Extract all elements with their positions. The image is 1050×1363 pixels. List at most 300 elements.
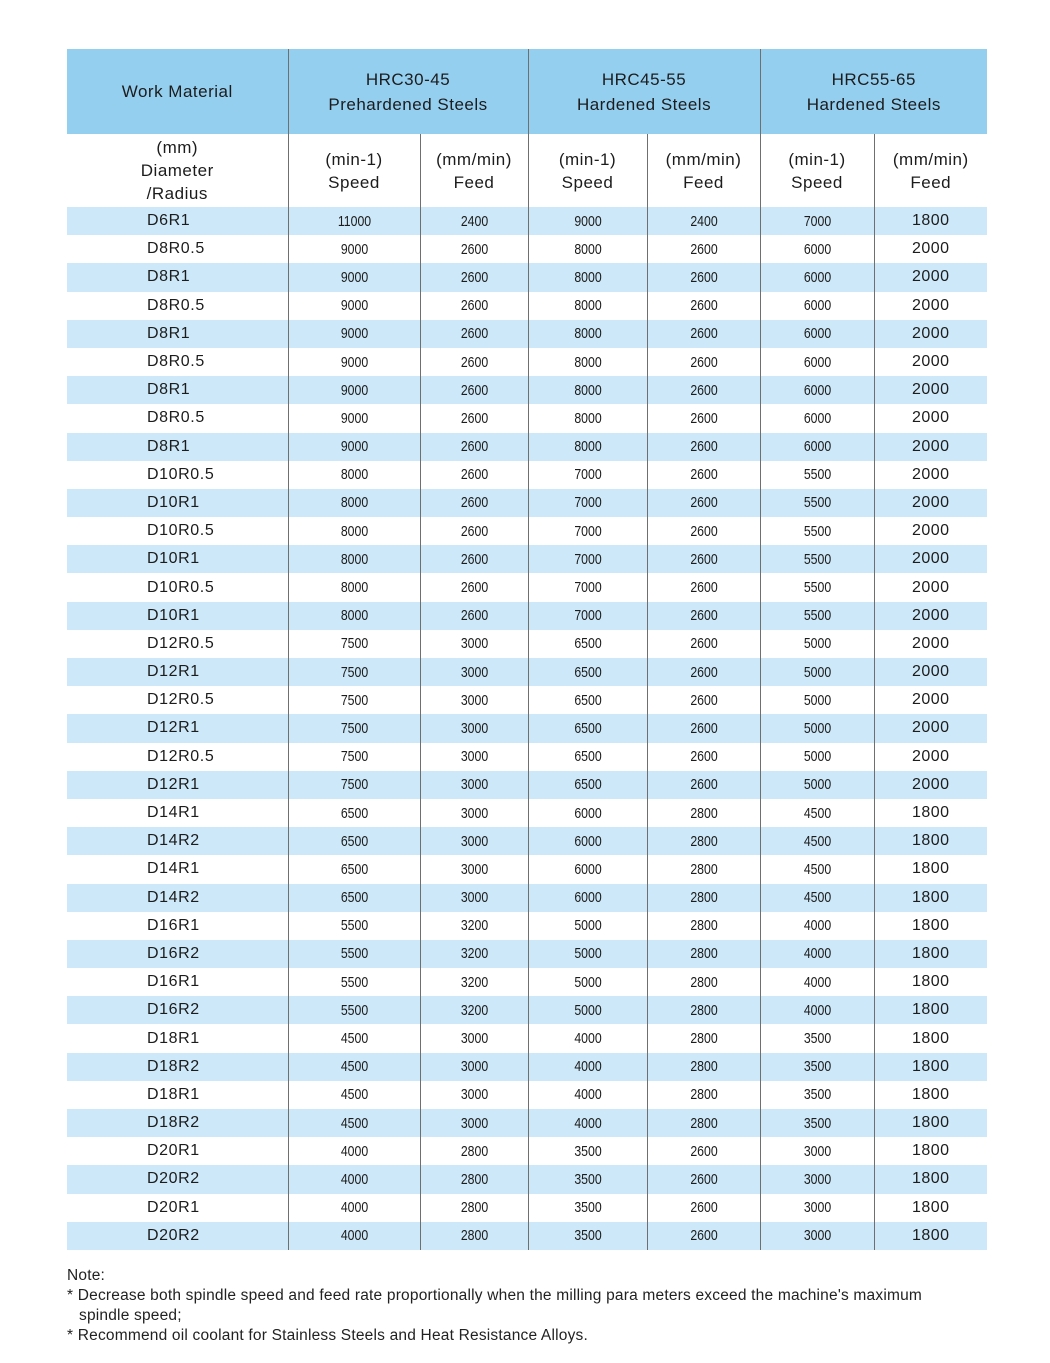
speed-cell: 6500 (288, 884, 420, 912)
speed-cell: 4500 (760, 827, 874, 855)
feed-cell: 2000 (874, 376, 987, 404)
speed-cell: 8000 (528, 320, 647, 348)
feed-header: (mm/min) Feed (420, 134, 528, 207)
speed-cell: 6500 (528, 771, 647, 799)
speed-cell: 5000 (760, 714, 874, 742)
speed-cell: 4000 (528, 1081, 647, 1109)
feed-cell: 3000 (420, 686, 528, 714)
diameter-cell: D10R1 (67, 545, 288, 573)
feed-cell: 2600 (420, 573, 528, 601)
speed-cell: 7500 (288, 743, 420, 771)
speed-cell: 5000 (528, 912, 647, 940)
feed-cell: 2000 (874, 489, 987, 517)
feed-cell: 3000 (420, 1081, 528, 1109)
speed-cell: 7000 (528, 545, 647, 573)
feed-cell: 2600 (647, 545, 760, 573)
speed-cell: 4500 (760, 884, 874, 912)
table-row (67, 461, 987, 489)
speed-cell: 6500 (528, 658, 647, 686)
table-row (67, 1165, 987, 1193)
feed-cell: 3200 (420, 968, 528, 996)
feed-cell: 2600 (647, 630, 760, 658)
table-row (67, 573, 987, 601)
feed-cell: 2800 (647, 799, 760, 827)
speed-cell: 8000 (528, 376, 647, 404)
diameter-cell: D10R0.5 (67, 461, 288, 489)
feed-cell: 2800 (647, 1081, 760, 1109)
feed-cell: 2600 (647, 602, 760, 630)
diameter-cell: D6R1 (67, 207, 288, 235)
speed-cell: 3000 (760, 1165, 874, 1193)
table-row (67, 1053, 987, 1081)
feed-cell: 2600 (420, 235, 528, 263)
feed-cell: 2600 (647, 263, 760, 291)
parameters-grid (67, 49, 987, 1250)
feed-cell: 1800 (874, 940, 987, 968)
feed-cell: 3000 (420, 827, 528, 855)
feed-cell: 2600 (420, 517, 528, 545)
table-row (67, 771, 987, 799)
speed-cell: 6000 (528, 855, 647, 883)
diameter-cell: D10R1 (67, 489, 288, 517)
speed-cell: 6000 (760, 263, 874, 291)
diameter-cell: D12R1 (67, 771, 288, 799)
diameter-cell: D14R1 (67, 855, 288, 883)
speed-cell: 8000 (528, 348, 647, 376)
table-row (67, 404, 987, 432)
speed-cell: 9000 (288, 263, 420, 291)
speed-cell: 3500 (528, 1222, 647, 1250)
feed-cell: 3000 (420, 1053, 528, 1081)
speed-cell: 4000 (760, 940, 874, 968)
diameter-cell: D12R0.5 (67, 743, 288, 771)
feed-cell: 2000 (874, 630, 987, 658)
feed-cell: 3200 (420, 912, 528, 940)
feed-cell: 2600 (647, 235, 760, 263)
table-row (67, 940, 987, 968)
feed-header: (mm/min) Feed (874, 134, 987, 207)
speed-cell: 8000 (288, 461, 420, 489)
diameter-cell: D20R1 (67, 1194, 288, 1222)
table-row (67, 433, 987, 461)
group-header-hrc55-65: HRC55-65 Hardened Steels (760, 49, 987, 134)
speed-cell: 5500 (760, 489, 874, 517)
feed-cell: 2800 (647, 1024, 760, 1052)
table-row (67, 714, 987, 742)
note-line: * Recommend oil coolant for Stainless Steels and Heat Resistance Alloys. (67, 1327, 588, 1344)
feed-cell: 2000 (874, 686, 987, 714)
feed-cell: 3000 (420, 714, 528, 742)
feed-cell: 2000 (874, 461, 987, 489)
diameter-cell: D8R1 (67, 376, 288, 404)
table-row (67, 263, 987, 291)
table-body (67, 207, 987, 1250)
feed-header: (mm/min) Feed (647, 134, 760, 207)
speed-cell: 6000 (760, 433, 874, 461)
speed-cell: 7000 (528, 461, 647, 489)
feed-cell: 3000 (420, 1024, 528, 1052)
diameter-cell: D18R1 (67, 1081, 288, 1109)
feed-cell: 2600 (420, 263, 528, 291)
feed-cell: 2600 (420, 433, 528, 461)
speed-cell: 4000 (528, 1053, 647, 1081)
table-row (67, 1137, 987, 1165)
table-row (67, 968, 987, 996)
feed-cell: 2600 (647, 686, 760, 714)
feed-cell: 2000 (874, 517, 987, 545)
diameter-cell: D16R1 (67, 968, 288, 996)
speed-cell: 5500 (760, 461, 874, 489)
feed-cell: 1800 (874, 827, 987, 855)
speed-cell: 8000 (528, 292, 647, 320)
speed-cell: 8000 (528, 433, 647, 461)
speed-cell: 7500 (288, 658, 420, 686)
feed-cell: 2600 (647, 1194, 760, 1222)
speed-cell: 6500 (288, 827, 420, 855)
table-row (67, 912, 987, 940)
feed-cell: 2000 (874, 743, 987, 771)
speed-cell: 8000 (288, 545, 420, 573)
speed-cell: 3000 (760, 1194, 874, 1222)
speed-cell: 6000 (760, 320, 874, 348)
diameter-cell: D8R1 (67, 263, 288, 291)
diameter-cell: D16R2 (67, 940, 288, 968)
diameter-cell: D14R2 (67, 884, 288, 912)
speed-cell: 3500 (528, 1194, 647, 1222)
feed-cell: 3000 (420, 658, 528, 686)
speed-cell: 6500 (528, 714, 647, 742)
feed-cell: 2000 (874, 771, 987, 799)
feed-cell: 2800 (420, 1222, 528, 1250)
feed-cell: 1800 (874, 1053, 987, 1081)
speed-cell: 9000 (288, 376, 420, 404)
speed-cell: 4000 (288, 1137, 420, 1165)
speed-cell: 6000 (760, 235, 874, 263)
diameter-cell: D14R1 (67, 799, 288, 827)
speed-cell: 7000 (528, 517, 647, 545)
table-row (67, 235, 987, 263)
feed-cell: 3200 (420, 996, 528, 1024)
table-row (67, 799, 987, 827)
feed-cell: 2600 (420, 376, 528, 404)
feed-cell: 2800 (647, 996, 760, 1024)
speed-cell: 6000 (760, 376, 874, 404)
feed-cell: 2600 (420, 292, 528, 320)
feed-cell: 2000 (874, 292, 987, 320)
diameter-radius-header: (mm) Diameter /Radius (67, 134, 288, 207)
speed-cell: 4000 (760, 996, 874, 1024)
diameter-cell: D10R0.5 (67, 573, 288, 601)
speed-cell: 7500 (288, 630, 420, 658)
table-row (67, 1024, 987, 1052)
speed-cell: 8000 (528, 235, 647, 263)
speed-cell: 3500 (528, 1165, 647, 1193)
speed-cell: 4500 (288, 1109, 420, 1137)
speed-cell: 8000 (528, 263, 647, 291)
feed-cell: 2600 (420, 404, 528, 432)
feed-cell: 2000 (874, 602, 987, 630)
speed-cell: 5500 (288, 968, 420, 996)
speed-cell: 4500 (760, 855, 874, 883)
feed-cell: 2800 (647, 855, 760, 883)
note-line: * Decrease both spindle speed and feed rate proportionally when the milling para meters exceed the machine's maximum (67, 1287, 923, 1304)
diameter-cell: D20R1 (67, 1137, 288, 1165)
feed-cell: 3000 (420, 799, 528, 827)
diameter-cell: D12R0.5 (67, 630, 288, 658)
diameter-cell: D10R0.5 (67, 517, 288, 545)
feed-cell: 2600 (647, 1137, 760, 1165)
note-line-continuation: spindle speed; (79, 1307, 182, 1324)
feed-cell: 1800 (874, 884, 987, 912)
speed-header: (min-1) Speed (288, 134, 420, 207)
speed-cell: 5000 (760, 658, 874, 686)
feed-cell: 2600 (647, 461, 760, 489)
speed-cell: 3500 (760, 1053, 874, 1081)
feed-cell: 2000 (874, 263, 987, 291)
feed-cell: 2600 (420, 545, 528, 573)
feed-cell: 2800 (420, 1165, 528, 1193)
speed-cell: 9000 (288, 348, 420, 376)
speed-cell: 6000 (528, 884, 647, 912)
speed-cell: 7000 (528, 573, 647, 601)
feed-cell: 3000 (420, 884, 528, 912)
feed-cell: 2000 (874, 545, 987, 573)
diameter-cell: D18R2 (67, 1053, 288, 1081)
speed-cell: 8000 (288, 602, 420, 630)
table-row (67, 376, 987, 404)
speed-cell: 6500 (528, 743, 647, 771)
diameter-cell: D16R1 (67, 912, 288, 940)
feed-cell: 1800 (874, 1024, 987, 1052)
work-material-header: Work Material (67, 49, 288, 134)
feed-cell: 2000 (874, 658, 987, 686)
diameter-cell: D12R0.5 (67, 686, 288, 714)
table-row (67, 686, 987, 714)
speed-cell: 7500 (288, 686, 420, 714)
feed-cell: 1800 (874, 799, 987, 827)
speed-cell: 7000 (528, 489, 647, 517)
feed-cell: 2600 (647, 348, 760, 376)
speed-cell: 6000 (760, 292, 874, 320)
speed-cell: 4500 (288, 1053, 420, 1081)
speed-cell: 6500 (288, 855, 420, 883)
speed-cell: 8000 (528, 404, 647, 432)
table-row (67, 489, 987, 517)
table-row (67, 1081, 987, 1109)
speed-cell: 8000 (288, 517, 420, 545)
speed-cell: 5500 (288, 940, 420, 968)
speed-cell: 9000 (288, 235, 420, 263)
feed-cell: 2600 (647, 320, 760, 348)
speed-cell: 5500 (288, 996, 420, 1024)
speed-cell: 3500 (760, 1109, 874, 1137)
feed-cell: 3000 (420, 1109, 528, 1137)
speed-cell: 9000 (288, 292, 420, 320)
speed-cell: 6000 (528, 799, 647, 827)
diameter-cell: D8R0.5 (67, 348, 288, 376)
speed-cell: 4500 (760, 799, 874, 827)
speed-cell: 6000 (760, 404, 874, 432)
speed-cell: 5000 (528, 996, 647, 1024)
feed-cell: 1800 (874, 855, 987, 883)
feed-cell: 2800 (647, 940, 760, 968)
feed-cell: 1800 (874, 1165, 987, 1193)
diameter-cell: D10R1 (67, 602, 288, 630)
diameter-cell: D8R1 (67, 433, 288, 461)
speed-cell: 3500 (528, 1137, 647, 1165)
diameter-cell: D12R1 (67, 714, 288, 742)
feed-cell: 1800 (874, 1137, 987, 1165)
feed-cell: 2600 (647, 404, 760, 432)
speed-cell: 5000 (760, 630, 874, 658)
diameter-cell: D8R0.5 (67, 292, 288, 320)
speed-cell: 4000 (288, 1222, 420, 1250)
diameter-cell: D8R0.5 (67, 404, 288, 432)
speed-cell: 6500 (528, 686, 647, 714)
diameter-cell: D18R1 (67, 1024, 288, 1052)
feed-cell: 2600 (420, 348, 528, 376)
table-row (67, 348, 987, 376)
speed-cell: 4000 (760, 912, 874, 940)
diameter-cell: D12R1 (67, 658, 288, 686)
speed-cell: 11000 (288, 207, 420, 235)
speed-cell: 4000 (760, 968, 874, 996)
speed-cell: 5500 (760, 517, 874, 545)
table-row (67, 1109, 987, 1137)
speed-cell: 8000 (288, 573, 420, 601)
feed-cell: 2000 (874, 714, 987, 742)
speed-cell: 5000 (760, 686, 874, 714)
speed-cell: 3500 (760, 1081, 874, 1109)
feed-cell: 2600 (420, 602, 528, 630)
feed-cell: 1800 (874, 1222, 987, 1250)
table-row (67, 320, 987, 348)
feed-cell: 2600 (647, 658, 760, 686)
table-row (67, 292, 987, 320)
feed-cell: 2600 (647, 743, 760, 771)
diameter-cell: D16R2 (67, 996, 288, 1024)
cutting-parameters-table (67, 49, 987, 1250)
diameter-cell: D8R0.5 (67, 235, 288, 263)
speed-cell: 7500 (288, 771, 420, 799)
feed-cell: 2000 (874, 433, 987, 461)
feed-cell: 2600 (647, 489, 760, 517)
speed-cell: 6000 (760, 348, 874, 376)
feed-cell: 3000 (420, 771, 528, 799)
feed-cell: 2000 (874, 235, 987, 263)
speed-cell: 5500 (760, 545, 874, 573)
speed-cell: 7000 (528, 602, 647, 630)
speed-cell: 5000 (528, 968, 647, 996)
feed-cell: 2400 (647, 207, 760, 235)
table-row (67, 630, 987, 658)
feed-cell: 2000 (874, 320, 987, 348)
speed-cell: 5000 (760, 743, 874, 771)
speed-cell: 7500 (288, 714, 420, 742)
speed-cell: 6500 (288, 799, 420, 827)
feed-cell: 3000 (420, 743, 528, 771)
group-header-hrc30-45: HRC30-45 Prehardened Steels (288, 49, 528, 134)
speed-header: (min-1) Speed (528, 134, 647, 207)
feed-cell: 2800 (647, 912, 760, 940)
speed-cell: 6500 (528, 630, 647, 658)
speed-cell: 4000 (288, 1165, 420, 1193)
feed-cell: 2000 (874, 573, 987, 601)
feed-cell: 2800 (647, 1109, 760, 1137)
feed-cell: 1800 (874, 996, 987, 1024)
table-row (67, 827, 987, 855)
feed-cell: 2800 (647, 827, 760, 855)
feed-cell: 2800 (420, 1194, 528, 1222)
feed-cell: 1800 (874, 1109, 987, 1137)
table-row (67, 1222, 987, 1250)
speed-cell: 3000 (760, 1137, 874, 1165)
diameter-cell: D20R2 (67, 1165, 288, 1193)
feed-cell: 2600 (420, 320, 528, 348)
feed-cell: 2600 (647, 376, 760, 404)
table-row (67, 743, 987, 771)
feed-cell: 2000 (874, 348, 987, 376)
speed-cell: 7000 (760, 207, 874, 235)
table-row (67, 884, 987, 912)
feed-cell: 1800 (874, 207, 987, 235)
speed-cell: 4000 (528, 1109, 647, 1137)
feed-cell: 2800 (647, 884, 760, 912)
notes (67, 1266, 987, 1346)
feed-cell: 3000 (420, 630, 528, 658)
feed-cell: 2600 (647, 771, 760, 799)
table-row (67, 658, 987, 686)
speed-cell: 4000 (288, 1194, 420, 1222)
table-row (67, 517, 987, 545)
speed-cell: 4000 (528, 1024, 647, 1052)
speed-cell: 5000 (760, 771, 874, 799)
speed-cell: 9000 (288, 320, 420, 348)
speed-cell: 6000 (528, 827, 647, 855)
unit-header-row (67, 134, 987, 207)
table-row (67, 1194, 987, 1222)
feed-cell: 2600 (647, 517, 760, 545)
feed-cell: 1800 (874, 1194, 987, 1222)
group-header-hrc45-55: HRC45-55 Hardened Steels (528, 49, 760, 134)
table-row (67, 855, 987, 883)
feed-cell: 2600 (420, 461, 528, 489)
feed-cell: 2800 (647, 1053, 760, 1081)
speed-cell: 8000 (288, 489, 420, 517)
speed-cell: 9000 (528, 207, 647, 235)
table-row (67, 602, 987, 630)
speed-cell: 3000 (760, 1222, 874, 1250)
feed-cell: 2600 (647, 573, 760, 601)
feed-cell: 2000 (874, 404, 987, 432)
diameter-cell: D18R2 (67, 1109, 288, 1137)
feed-cell: 2600 (647, 433, 760, 461)
feed-cell: 2600 (420, 489, 528, 517)
diameter-cell: D8R1 (67, 320, 288, 348)
feed-cell: 2600 (647, 714, 760, 742)
feed-cell: 1800 (874, 912, 987, 940)
speed-cell: 3500 (760, 1024, 874, 1052)
feed-cell: 3000 (420, 855, 528, 883)
speed-cell: 5000 (528, 940, 647, 968)
speed-cell: 5500 (288, 912, 420, 940)
table-row (67, 996, 987, 1024)
speed-cell: 5500 (760, 573, 874, 601)
diameter-cell: D20R2 (67, 1222, 288, 1250)
speed-cell: 9000 (288, 404, 420, 432)
material-header-row (67, 49, 987, 134)
speed-cell: 9000 (288, 433, 420, 461)
